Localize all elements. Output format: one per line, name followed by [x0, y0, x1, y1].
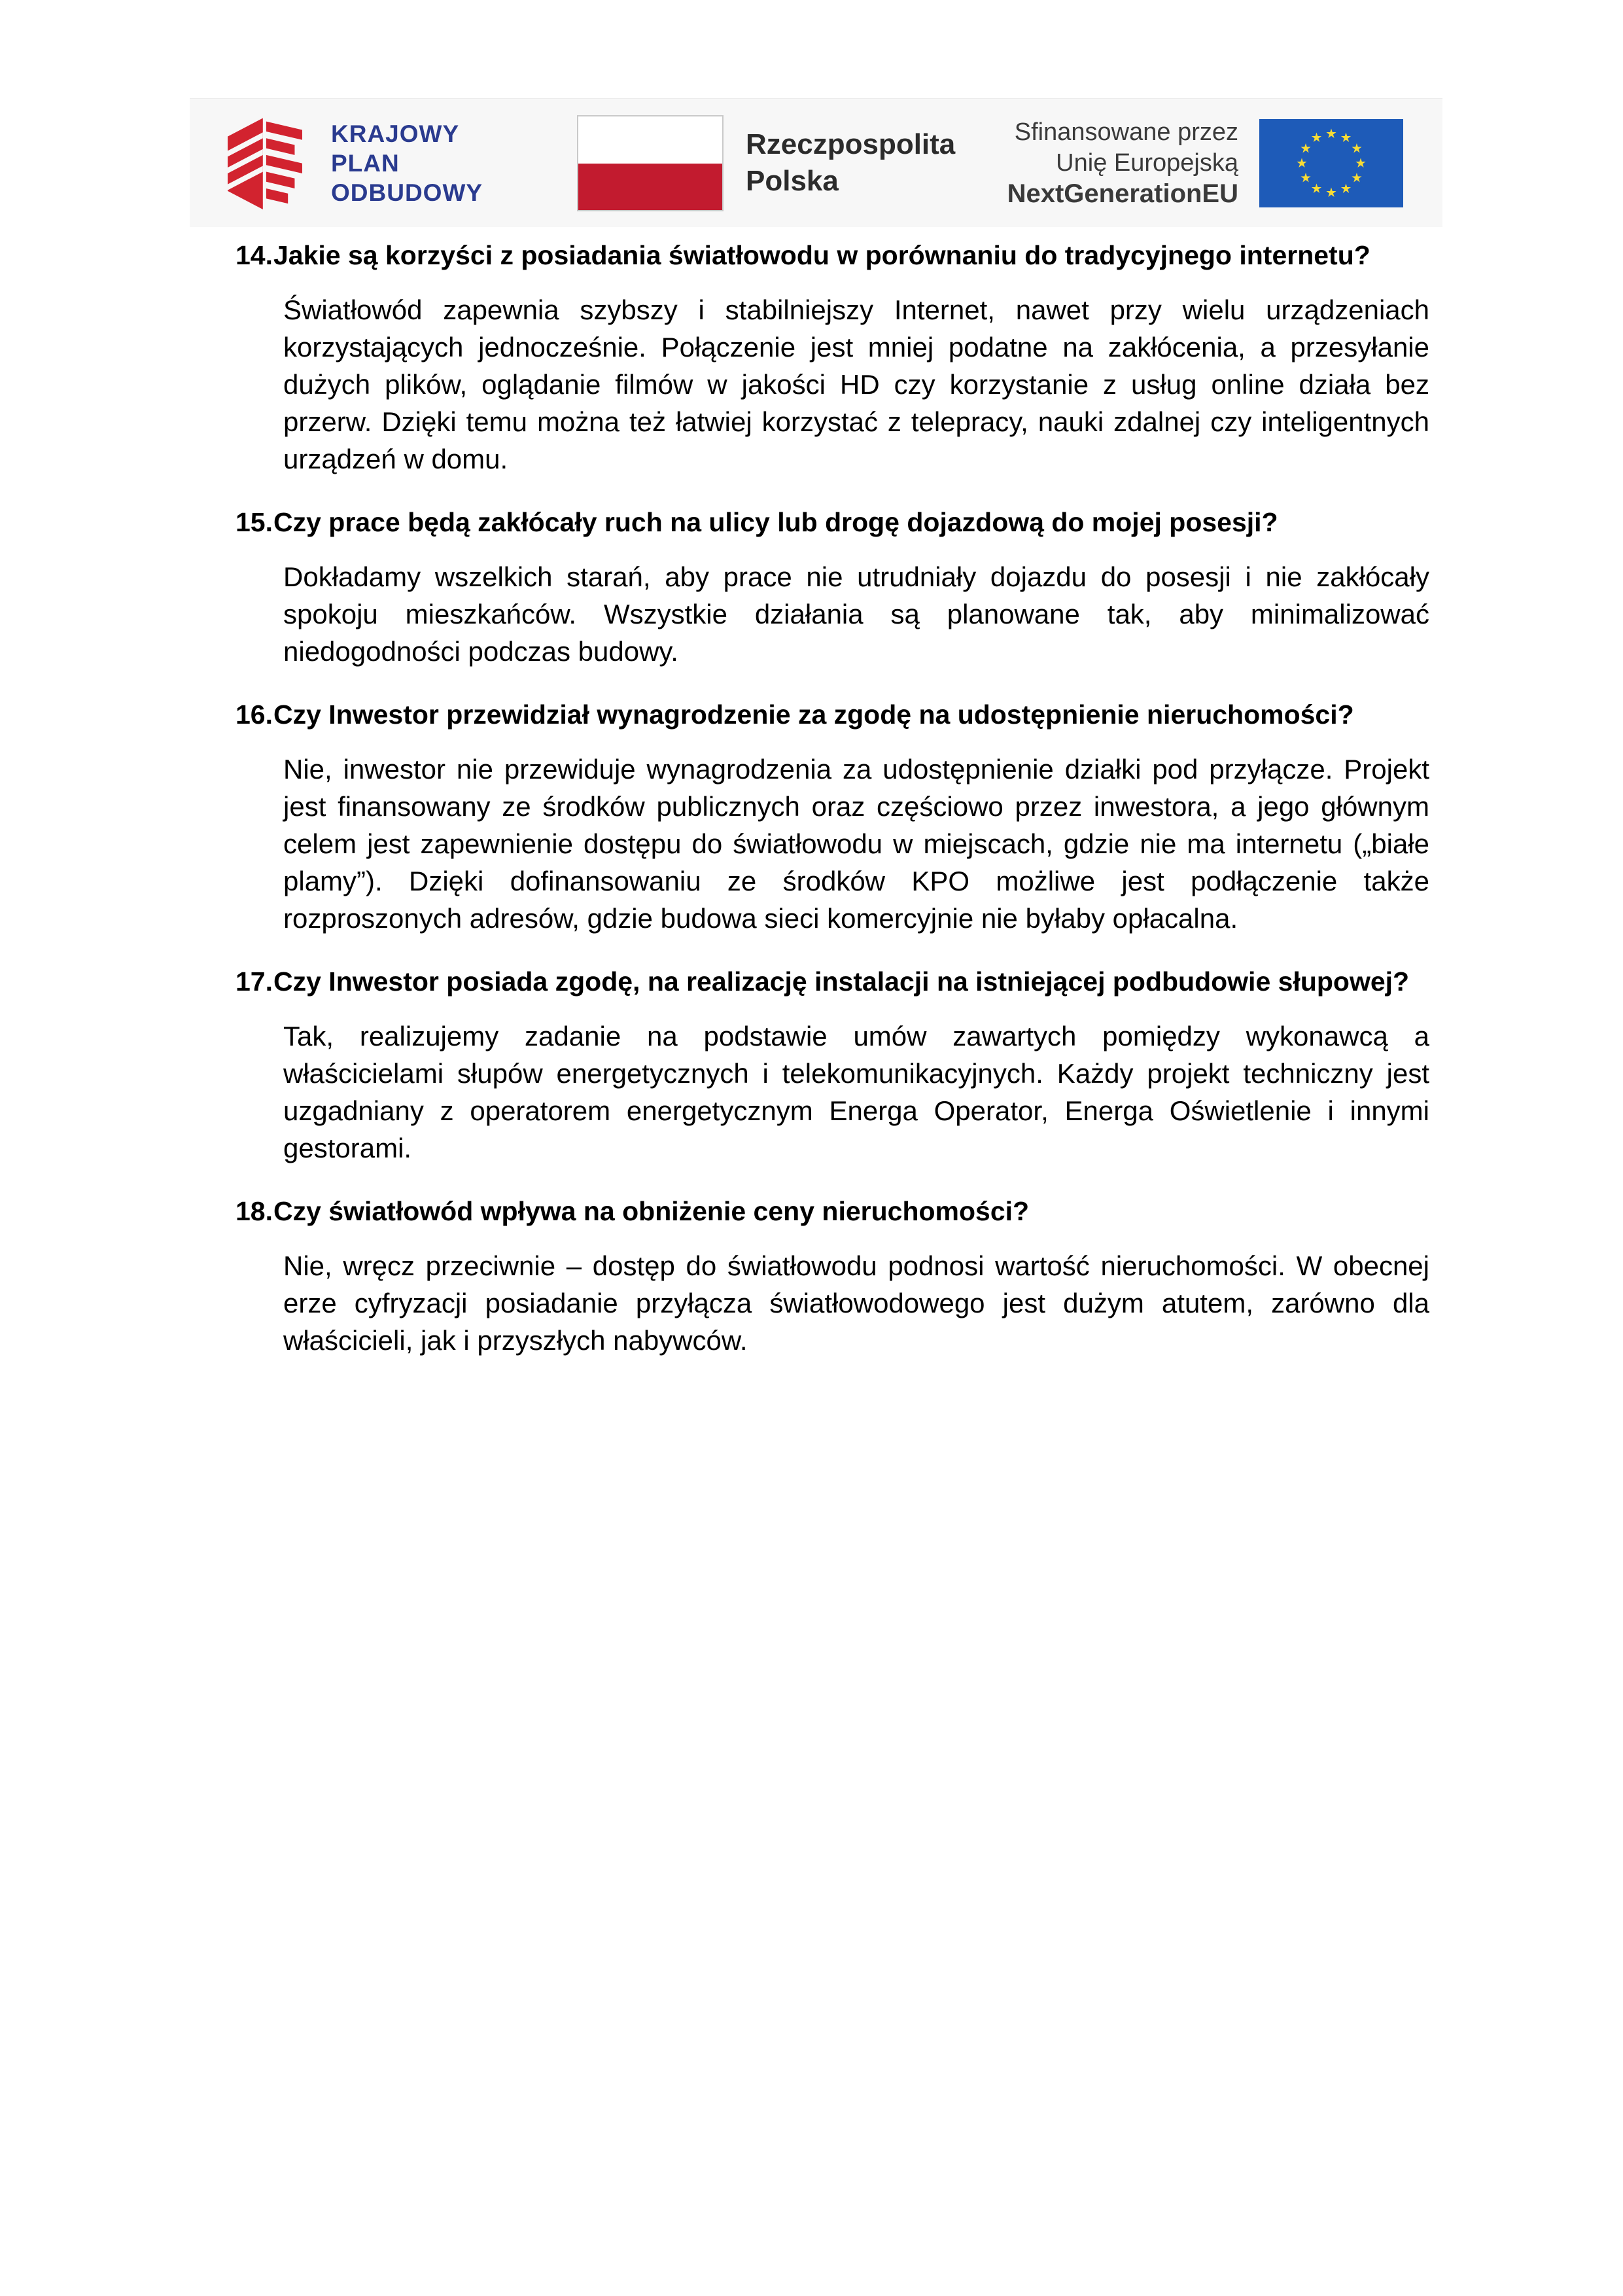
- faq-answer-text: Tak, realizujemy zadanie na podstawie umów zawartych pomiędzy wykonawcą a właścicielami słupów energetycznych i telekomunikacyjnych. Każdy projekt techniczny jest uzgadniany z operatorem energetycznym Energa Operator, Energa Oświetlenie i innymi gestorami.: [283, 1021, 1429, 1163]
- faq-question-text: Czy Inwestor przewidział wynagrodzenie za zgodę na udostępnienie nieruchomości?: [273, 699, 1354, 730]
- eu-funding-line: Unię Europejską: [1056, 149, 1238, 177]
- kpo-logo: [216, 99, 483, 227]
- poland-flag-icon: [577, 115, 724, 211]
- faq-answer-text: Światłowód zapewnia szybszy i stabilniejszy Internet, nawet przy wielu urządzeniach korzystających jednocześnie. Połączenie jest mniej podatne na zakłócenia, a przesyłanie dużych plików, oglądanie filmów w jakości HD czy korzystanie z usług online działa bez przerw. Dzięki temu można też łatwiej korzystać z telepracy, nauki zdalnej czy inteligentnych urządzeń w domu.: [283, 294, 1429, 474]
- faq-question: [236, 237, 1429, 274]
- faq-question-number: 18.: [236, 1196, 273, 1226]
- faq-question-number: 14.: [236, 240, 273, 270]
- kpo-logo-line: PLAN: [331, 149, 400, 177]
- header-logos-bar: [190, 98, 1442, 227]
- faq-question: [236, 1193, 1429, 1230]
- faq-question-text: Czy Inwestor posiada zgodę, na realizację instalacji na istniejącej podbudowie słupowej?: [273, 966, 1410, 997]
- poland-label-line: Polska: [746, 165, 839, 197]
- faq-question-number: 15.: [236, 507, 273, 537]
- poland-logo: [577, 99, 955, 227]
- faq-answer-text: Dokładamy wszelkich starań, aby prace nie utrudniały dojazdu do posesji i nie zakłócały spokoju mieszkańców. Wszystkie działania są planowane tak, aby minimalizować niedogodności podczas budowy.: [283, 561, 1429, 667]
- faq-question-text: Jakie są korzyści z posiadania światłowodu w porównaniu do tradycyjnego internetu?: [273, 240, 1370, 270]
- faq-question-number: 17.: [236, 966, 273, 997]
- kpo-logo-line: ODBUDOWY: [331, 179, 483, 206]
- faq-question-number: 16.: [236, 699, 273, 730]
- faq-item-17: [236, 963, 1429, 1167]
- faq-item-16: [236, 696, 1429, 937]
- kpo-building-icon: [216, 111, 314, 215]
- eu-flag-icon: [1259, 119, 1403, 207]
- faq-answer-text: Nie, wręcz przeciwnie – dostęp do światłowodu podnosi wartość nieruchomości. W obecnej erze cyfryzacji posiadanie przyłącza światłowodowego jest dużym atutem, zarówno dla właścicieli, jak i przyszłych nabywców.: [283, 1250, 1429, 1356]
- faq-item-14: [236, 237, 1429, 478]
- kpo-logo-text: [331, 119, 483, 207]
- poland-label-line: Rzeczpospolita: [746, 128, 956, 160]
- faq-answer-text: Nie, inwestor nie przewiduje wynagrodzenia za udostępnienie działki pod przyłącze. Projekt jest finansowany ze środków publicznych oraz częściowo przez inwestora, a jego głównym celem jest zapewnienie dostępu do światłowodu w miejscach, gdzie nie ma internetu („białe plamy”). Dzięki dofinansowaniu ze środków KPO możliwe jest podłączenie także rozproszonych adresów, gdzie budowa sieci komercyjnie nie byłaby opłacalna.: [283, 754, 1429, 934]
- eu-funding-line: Sfinansowane przez: [1014, 118, 1238, 146]
- faq-content: [236, 237, 1429, 1385]
- faq-question: [236, 504, 1429, 541]
- faq-item-15: [236, 504, 1429, 670]
- poland-label: [746, 126, 955, 200]
- faq-question-text: Czy światłowód wpływa na obniżenie ceny nieruchomości?: [273, 1196, 1030, 1226]
- faq-question-text: Czy prace będą zakłócały ruch na ulicy lub drogę dojazdową do mojej posesji?: [273, 507, 1278, 537]
- faq-item-18: [236, 1193, 1429, 1359]
- eu-funding-line: NextGenerationEU: [1007, 179, 1238, 208]
- eu-funding-label: [1007, 117, 1238, 209]
- faq-question: [236, 963, 1429, 1000]
- faq-question: [236, 696, 1429, 733]
- kpo-logo-line: KRAJOWY: [331, 120, 460, 147]
- eu-funding-logo: [1007, 99, 1403, 227]
